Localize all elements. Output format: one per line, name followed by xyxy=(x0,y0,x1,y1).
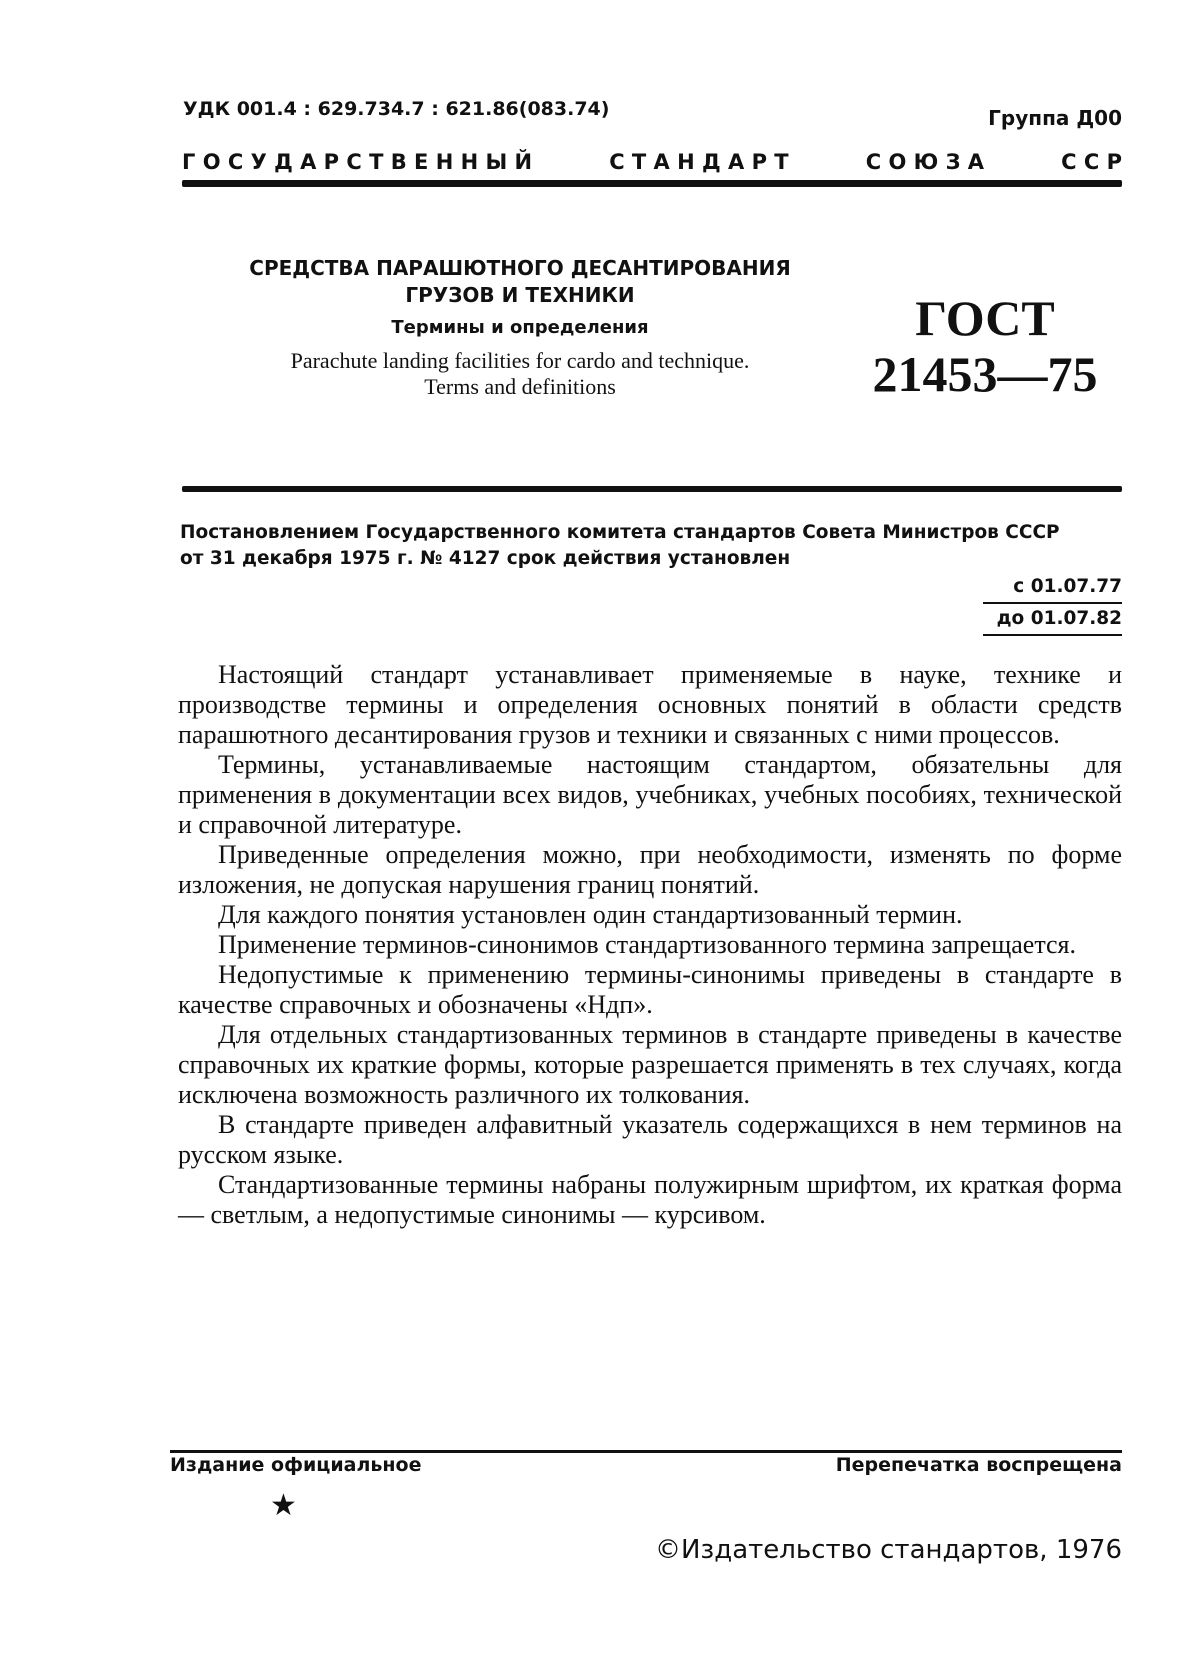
footer-divider xyxy=(170,1450,1122,1453)
document-subtitle: Термины и определения xyxy=(391,317,649,338)
group-code: Группа Д00 xyxy=(988,106,1122,130)
body-text xyxy=(178,660,1122,1230)
body-paragraph: Для отдельных стандартизованных терминов в стандарте приведены в качестве справочных их краткие формы, которые разрешается применять в тех случаях, когда исключена возможность различного их толкования. xyxy=(178,1020,1122,1109)
body-paragraph: Применение терминов-синонимов стандартизованного термина запрещается. xyxy=(218,930,1076,959)
gost-label: ГОСТ xyxy=(915,290,1055,346)
decree-line-1: Постановлением Государственного комитета стандартов Совета Министров СССР xyxy=(180,522,1060,543)
state-standard-word: С Т А Н Д А Р Т xyxy=(609,150,789,174)
body-paragraph: Термины, устанавливаемые настоящим стандартом, обязательны для применения в документации всех видов, учебниках, учебных пособиях, технической и справочной литературе. xyxy=(178,750,1122,839)
publisher-copyright: ©Издательство стандартов, 1976 xyxy=(654,1535,1122,1565)
english-title-block xyxy=(200,348,840,400)
body-paragraph: В стандарте приведен алфавитный указатель содержащихся в нем терминов на русском языке. xyxy=(178,1110,1122,1169)
udk-code: УДК 001.4 : 629.734.7 : 621.86(083.74) xyxy=(183,98,610,120)
title-divider xyxy=(182,486,1122,492)
title-line-1: СРЕДСТВА ПАРАШЮТНОГО ДЕСАНТИРОВАНИЯ xyxy=(249,256,791,280)
validity-dates xyxy=(983,572,1122,636)
document-title-block xyxy=(200,255,840,400)
title-line-2: ГРУЗОВ И ТЕХНИКИ xyxy=(405,283,635,307)
decree-line-2: от 31 декабря 1975 г. № 4127 срок действия установлен xyxy=(180,548,791,569)
state-standard-word: Г О С У Д А Р С Т В Е Н Н Ы Й xyxy=(182,150,533,174)
valid-to-date: до 01.07.82 xyxy=(983,602,1122,636)
body-paragraph: Настоящий стандарт устанавливает применяемые в науке, технике и производстве термины и определения основных понятий в области средств парашютного десантирования грузов и техники и связанных с ними процессов. xyxy=(178,660,1122,749)
official-edition-label: Издание официальное xyxy=(170,1454,422,1476)
state-standard-line xyxy=(182,150,1122,176)
state-standard-word: С О Ю З А xyxy=(865,150,985,174)
body-paragraph: Стандартизованные термины набраны полужирным шрифтом, их краткая форма — светлым, а недопустимые синонимы — курсивом. xyxy=(178,1170,1122,1229)
body-paragraph: Приведенные определения можно, при необходимости, изменять по форме изложения, не допуская нарушения границ понятий. xyxy=(178,840,1122,899)
gost-number: 21453—75 xyxy=(872,346,1098,402)
state-standard-word: С С Р xyxy=(1061,150,1122,174)
body-paragraph: Для каждого понятия установлен один стандартизованный термин. xyxy=(218,900,963,929)
english-title-line-1: Parachute landing facilities for cardo and technique. xyxy=(290,348,750,373)
gost-designation xyxy=(870,290,1100,402)
body-paragraph: Недопустимые к применению термины-синонимы приведены в стандарте в качестве справочных и обозначены «Ндп». xyxy=(178,960,1122,1019)
decree-text xyxy=(180,520,1122,572)
english-title-line-2: Terms and definitions xyxy=(424,374,616,399)
valid-from-date: с 01.07.77 xyxy=(1013,576,1122,597)
header-divider xyxy=(182,180,1122,187)
star-icon: ★ xyxy=(270,1488,297,1523)
reprint-prohibited-label: Перепечатка воспрещена xyxy=(835,1454,1122,1476)
